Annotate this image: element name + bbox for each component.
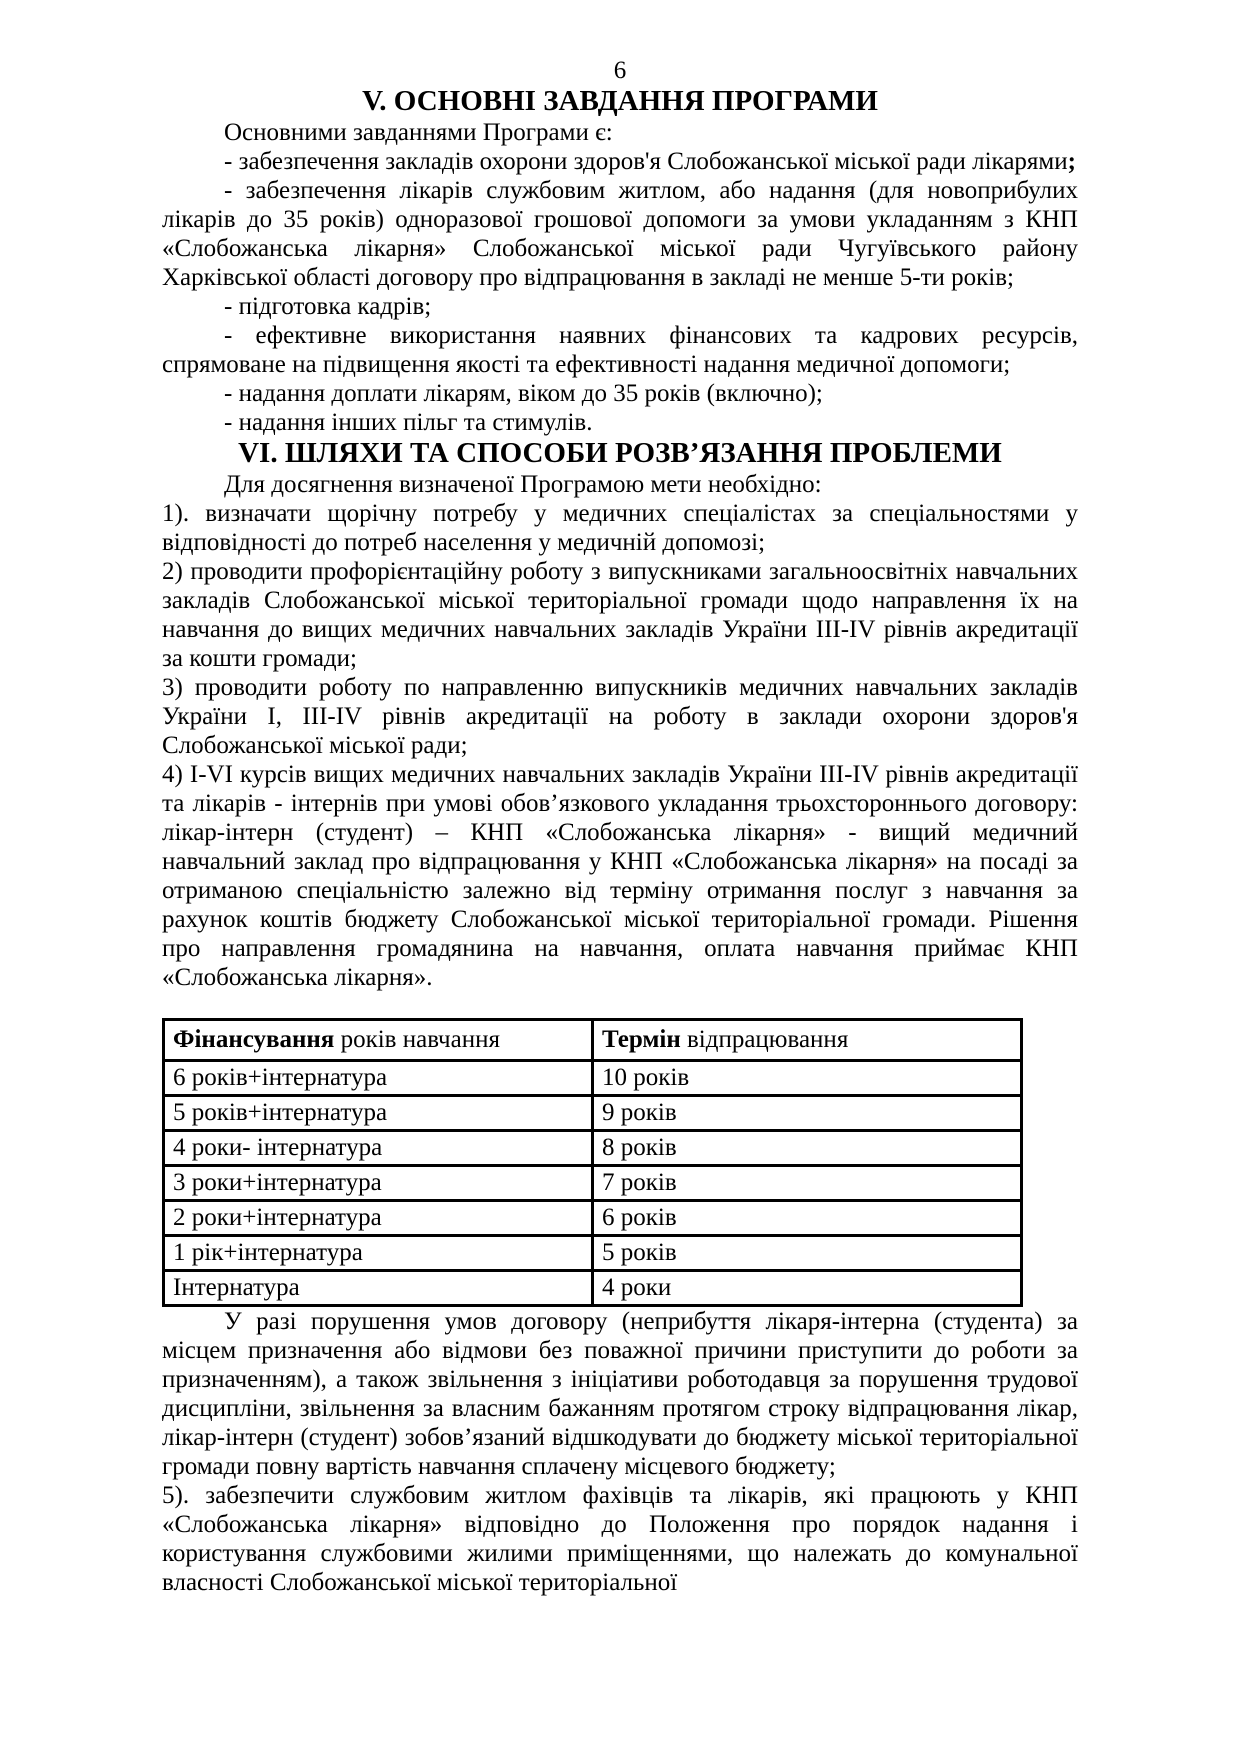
table-header-financing-rest: років навчання (334, 1026, 500, 1053)
table-row (164, 1096, 1022, 1131)
task-item-4: - ефективне використання наявних фінансових та кадрових ресурсів, спрямоване на підвищення якості та ефективності надання медичної допомоги; (162, 322, 1078, 378)
table-cell-term: 8 років (593, 1131, 1022, 1166)
table-header-cell-term (593, 1020, 1022, 1061)
table-cell-term: 6 років (593, 1201, 1022, 1236)
table-header-financing-bold: Фінансування (173, 1026, 335, 1053)
table-cell-term: 10 років (593, 1061, 1022, 1096)
breach-paragraph: У разі порушення умов договору (неприбуття лікаря-інтерна (студента) за місцем призначення або відмови без поважної причини приступити до роботи за призначенням), а також звільнення з ініціативи роботодавця за порушення трудової дисципліни, звільнення за власним бажанням протягом строку відпрацювання лікар, лікар-інтерн (студент) зобов’язаний відшкодувати до бюджету міської територіальної громади повну вартість навчання сплачену місцевого бюджету; (162, 1308, 1078, 1480)
task-item-5: - надання доплати лікарям, віком до 35 років (включно); (224, 380, 823, 407)
task-item-1-text: - забезпечення закладів охорони здоров'я Слобожанської міської ради лікарями (224, 148, 1068, 175)
task-item-2: - забезпечення лікарів службовим житлом, або надання (для новоприбулих лікарів до 35 років) одноразової грошової допомоги за умови укладанням з КНП «Слобожанська лікарня» Слобожанської міської ради Чугуївського району Харківської області договору про відпрацювання в закладі не менше 5-ти років; (162, 177, 1078, 291)
way-item-5: 5). забезпечити службовим житлом фахівців та лікарів, які працюють у КНП «Слобожанська лікарня» відповідно до Положення про порядок надання і користування службовими жилими приміщеннями, що належать до комунальної власності Слобожанської міської територіальної (162, 1482, 1078, 1596)
page-number: 6 (613, 57, 627, 84)
table-header-cell-financing (164, 1020, 593, 1061)
task-item-3: - підготовка кадрів; (224, 293, 432, 320)
section-vi-heading: VI. ШЛЯХИ ТА СПОСОБИ РОЗВ’ЯЗАННЯ ПРОБЛЕМИ (238, 437, 1002, 469)
table-cell-financing: 1 рік+інтернатура (164, 1236, 593, 1271)
task-item-1 (162, 147, 1078, 176)
way-item-2: 2) проводити профорієнтаційну роботу з випускниками загальноосвітніх навчальних закладів Слобожанської міської територіальної громади щодо направлення їх на навчання до вищих медичних навчальних закладів України III-IV рівнів акредитації за кошти громади; (162, 558, 1078, 672)
table-cell-financing: 4 роки- інтернатура (164, 1131, 593, 1166)
task-item-6: - надання інших пільг та стимулів. (224, 409, 593, 436)
table-header-row (164, 1020, 1022, 1061)
way-item-3: 3) проводити роботу по направленню випускників медичних навчальних закладів України I, III-IV рівнів акредитації на роботу в заклади охорони здоров'я Слобожанської міської ради; (162, 674, 1078, 759)
way-item-1: 1). визначати щорічну потребу у медичних спеціалістах за спеціальностями у відповідності до потреб населення у медичній допомозі; (162, 500, 1078, 556)
table-cell-financing: 3 роки+інтернатура (164, 1166, 593, 1201)
table-cell-financing: 6 років+інтернатура (164, 1061, 593, 1096)
table-cell-term: 7 років (593, 1166, 1022, 1201)
table-header-term-bold: Термін (602, 1026, 681, 1053)
table-cell-financing: 5 років+інтернатура (164, 1096, 593, 1131)
way-item-4: 4) I-VI курсів вищих медичних навчальних закладів України III-IV рівнів акредитації та лікарів - інтернів при умові обов’язкового укладання трьохстороннього договору: лікар-інтерн (студент) – КНП «Слобожанська лікарня» - вищий медичний навчальний заклад про відпрацювання у КНП «Слобожанська лікарня» на посаді за отриманою спеціальністю залежно від терміну отримання послуг з навчання за рахунок коштів бюджету Слобожанської міської територіальної громади. Рішення про направлення громадянина на навчання, оплата навчання приймає КНП «Слобожанська лікарня». (162, 761, 1078, 991)
table-row (164, 1236, 1022, 1271)
table-row (164, 1201, 1022, 1236)
table-row (164, 1131, 1022, 1166)
training-terms-table (162, 1018, 1023, 1307)
table-cell-term: 4 роки (593, 1271, 1022, 1306)
section-vi-intro: Для досягнення визначеної Програмою мети необхідно: (224, 471, 822, 498)
table-row (164, 1061, 1022, 1096)
table-header-term-rest: відпрацювання (680, 1026, 849, 1053)
table-cell-term: 5 років (593, 1236, 1022, 1271)
table-cell-financing: 2 роки+інтернатура (164, 1201, 593, 1236)
section-v-intro: Основними завданнями Програми є: (224, 119, 613, 146)
table-row (164, 1271, 1022, 1306)
table-cell-term: 9 років (593, 1096, 1022, 1131)
table-row (164, 1166, 1022, 1201)
section-v-heading: V. ОСНОВНІ ЗАВДАННЯ ПРОГРАМИ (362, 85, 878, 117)
table-cell-financing: Інтернатура (164, 1271, 593, 1306)
task-item-1-bold-suffix: ; (1067, 148, 1076, 175)
